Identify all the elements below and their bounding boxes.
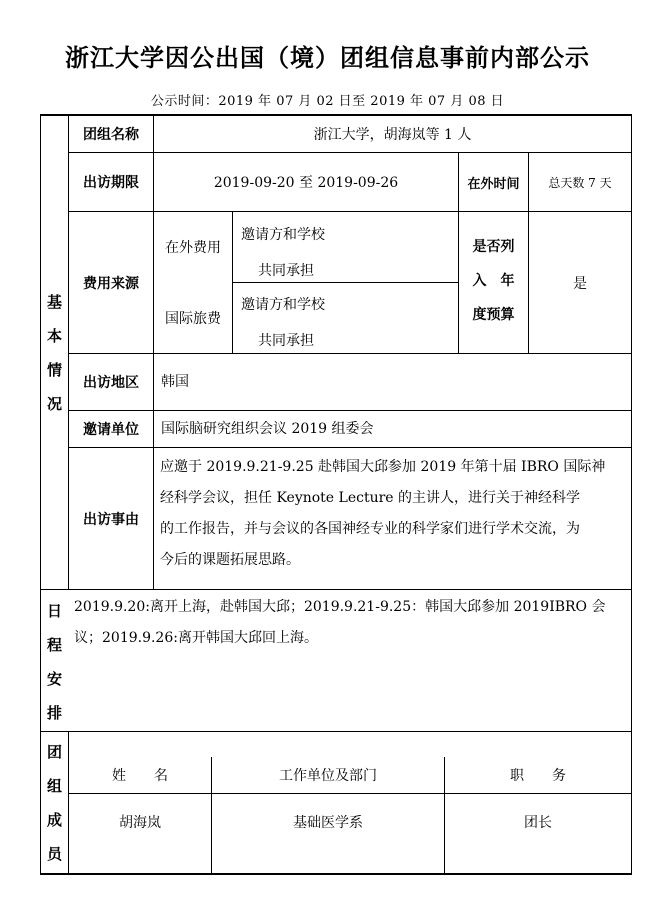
page-title: 浙江大学因公出国（境）团组信息事前内部公示 — [65, 44, 590, 72]
section-members-label: 团 组 成 员 — [46, 743, 62, 863]
funding-type: 在外费用 — [165, 240, 221, 256]
funding-source: 邀请方和学校 共同承担 — [241, 227, 325, 279]
budget-label: 是否列 入 年 度预算 — [472, 239, 515, 323]
region-label: 出访地区 — [83, 375, 139, 391]
section-divider — [40, 589, 632, 590]
table-bottom-border — [40, 873, 632, 875]
funding-type: 国际旅费 — [165, 311, 221, 327]
period-label: 出访期限 — [83, 175, 139, 191]
reason-text: 应邀于 2019.9.21-9.25 赴韩国大邱参加 2019 年第十届 IBRO 国际神 经科学会议，担任 Keynote Lecture 的主讲人，进行关于神经科学 的工作报告，并与会议的各国神经专业的科学家们进行学术交流，为 今后的课题拓展思路。 — [160, 459, 606, 568]
members-header-position: 职 务 — [510, 768, 566, 784]
table-right-border — [631, 114, 632, 874]
section-basic-label: 基 本 情 况 — [46, 292, 62, 413]
group-name-label: 团组名称 — [83, 127, 139, 143]
section-schedule-label: 日 程 安 排 — [46, 601, 62, 722]
inviter-value: 国际脑研究组织会议 2019 组委会 — [161, 421, 374, 437]
schedule-text: 2019.9.20:离开上海，赴韩国大邱；2019.9.21-9.25：韩国大邱参加 2019IBRO 会 议；2019.9.26:离开韩国大邱回上海。 — [74, 599, 606, 646]
group-name-value: 浙江大学，胡海岚等 1 人 — [313, 127, 472, 143]
reason-label: 出访事由 — [83, 511, 139, 528]
funding-label: 费用来源 — [83, 275, 139, 292]
abroad-time-value: 总天数 7 天 — [548, 175, 612, 190]
members-header-name: 姓 名 — [112, 768, 168, 784]
member-position: 团长 — [524, 815, 552, 831]
region-value: 韩国 — [161, 374, 189, 390]
abroad-time-label: 在外时间 — [467, 176, 520, 192]
col-divider — [232, 211, 233, 354]
members-header-unit: 工作单位及部门 — [279, 768, 377, 784]
member-unit: 基础医学系 — [293, 815, 363, 831]
budget-value: 是 — [573, 275, 587, 292]
member-name: 胡海岚 — [119, 815, 161, 831]
inviter-label: 邀请单位 — [83, 422, 139, 438]
funding-source: 邀请方和学校 共同承担 — [241, 297, 325, 349]
section-divider — [40, 731, 632, 732]
period-value: 2019-09-20 至 2019-09-26 — [213, 175, 399, 191]
publish-time: 公示时间：2019 年 07 月 02 日至 2019 年 07 月 08 日 — [150, 94, 505, 109]
